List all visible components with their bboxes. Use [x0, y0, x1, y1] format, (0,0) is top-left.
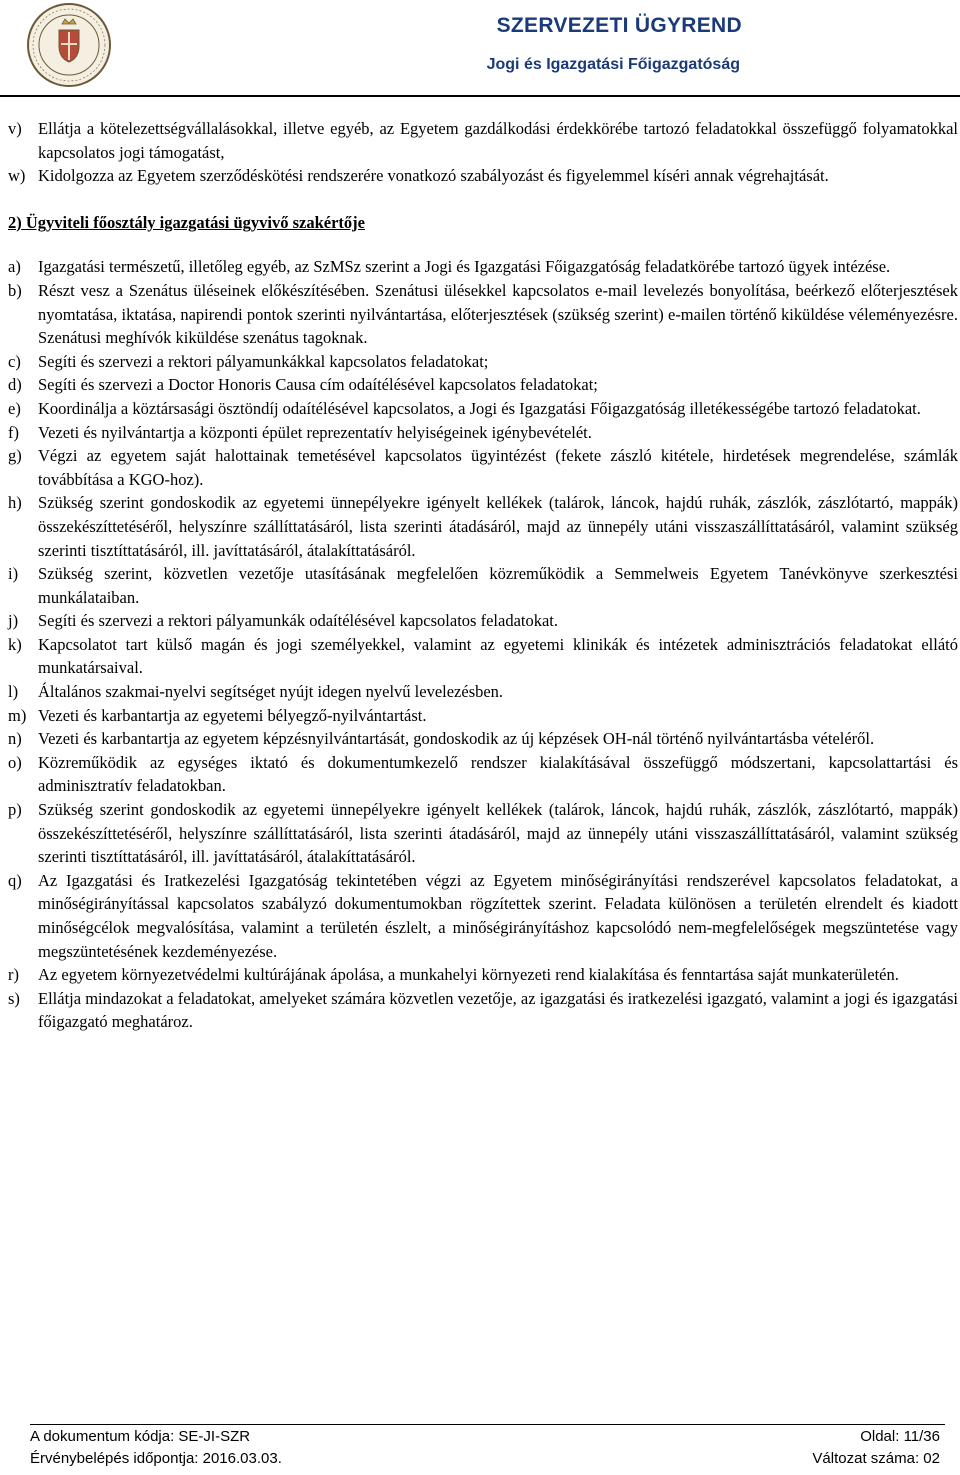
list-item — [8, 963, 958, 987]
section-title: Ügyviteli főosztály igazgatási ügyvivő szakértője — [25, 212, 365, 232]
item-text: Igazgatási természetű, illetőleg egyéb, az SzMSz szerint a Jogi és Igazgatási Főigazgatóság feladatkörébe tartozó ügyek intézése. — [38, 257, 891, 277]
item-text: Vezeti és karbantartja az egyetem képzésnyilvántartását, gondoskodik az új képzések OH-nál történő nyilvántartásba vételéről. — [38, 729, 875, 749]
section-items — [8, 255, 958, 1034]
item-text: Végzi az egyetem saját halottainak temetésével kapcsolatos ügyintézést (fekete zászló kitétele, hirdetések megrendelése, számlák továbbítása a KGO-hoz). — [38, 446, 958, 489]
item-label: n) — [8, 729, 22, 749]
item-label: s) — [8, 988, 20, 1008]
list-item — [8, 869, 958, 963]
item-label: b) — [8, 280, 22, 300]
item-text: Segíti és szervezi a Doctor Honoris Causa cím odaítélésével kapcsolatos feladatokat; — [38, 375, 598, 395]
item-label: l) — [8, 682, 19, 702]
list-item — [8, 704, 958, 728]
item-text: Közreműködik az egységes iktató és dokumentumkezelő rendszer kialakításával összefüggő módszertani, kapcsolattartási és adminisztratív feladatokban. — [38, 752, 958, 796]
item-text: Kapcsolatot tart külső magán és jogi személyekkel, valamint az egyetemi klinikák és intézetek adminisztrációs feladatokat ellátó munkatársaival. — [38, 634, 958, 678]
list-item — [8, 680, 958, 704]
list-item — [8, 279, 958, 350]
list-item — [8, 562, 958, 609]
document-code: A dokumentum kódja: SE-JI-SZR — [30, 1428, 251, 1445]
list-item — [8, 491, 958, 562]
header-divider — [0, 95, 960, 97]
item-text: Szükség szerint, közvetlen vezetője utasításának megfelelően közreműködik a Semmelweis Egyetem Tanévkönyve szerkesztési munkálataiban. — [38, 564, 958, 607]
item-text: Segíti és szervezi a rektori pályamunkák odaítélésével kapcsolatos feladatokat. — [38, 611, 559, 631]
page-footer — [30, 1426, 940, 1470]
list-item — [8, 421, 958, 445]
document-title: SZERVEZETI ÜGYREND — [496, 14, 742, 37]
list-item — [8, 164, 958, 188]
item-label: f) — [8, 422, 19, 442]
effective-date: Érvénybelépés időpontja: 2016.03.03. — [30, 1450, 282, 1467]
list-item — [8, 373, 958, 397]
list-item — [8, 397, 958, 421]
list-item — [8, 798, 958, 869]
item-text: Az egyetem környezetvédelmi kultúrájának ápolása, a munkahelyi környezeti rend kialakítása és fenntartása saját munkaterületén. — [38, 965, 899, 985]
item-label: w) — [8, 166, 26, 186]
section-heading — [8, 211, 958, 235]
item-text: Segíti és szervezi a rektori pályamunkákkal kapcsolatos feladatokat; — [38, 351, 489, 371]
item-label: m) — [8, 705, 27, 725]
item-label: i) — [8, 564, 19, 584]
item-text: Vezeti és karbantartja az egyetemi bélyegző-nyilvántartást. — [38, 705, 427, 725]
item-label: d) — [8, 375, 22, 395]
page-header — [0, 0, 960, 92]
document-body — [8, 117, 958, 1034]
item-label: j) — [8, 611, 19, 631]
item-text: Koordinálja a köztársasági ösztöndíj odaítélésével kapcsolatos, a Jogi és Igazgatási Főigazgatóság illetékességébe tartozó feladatokat. — [38, 398, 921, 418]
item-text: Részt vesz a Szenátus üléseinek előkészítésében. Szenátusi ülésekkel kapcsolatos e-mail levelezés bonyolítása, beérkező előterjesztések nyomtatása, iktatása, napirendi pontok szerinti nyilvántartása, előterjesztések (szükség szerint) e-mailen történő kiküldése véleményezésre. Szenátusi meghívók kiküldése szenátus tagoknak. — [38, 280, 958, 348]
item-label: g) — [8, 446, 22, 466]
item-label: k) — [8, 634, 22, 654]
item-label: e) — [8, 398, 21, 418]
university-seal-icon — [26, 2, 112, 88]
list-item — [8, 727, 958, 751]
item-text: Ellátja a kötelezettségvállalásokkal, illetve egyéb, az Egyetem gazdálkodási érdekkörébe tartozó feladatokkal összefüggő folyamatokkal kapcsolatos jogi támogatást, — [38, 119, 958, 162]
item-text: Ellátja mindazokat a feladatokat, amelyeket számára közvetlen vezetője, az igazgatási és iratkezelési igazgató, valamint a jogi és igazgatási főigazgató meghatároz. — [38, 988, 958, 1032]
item-label: o) — [8, 752, 22, 772]
list-item — [8, 255, 958, 279]
item-label: p) — [8, 800, 22, 820]
list-item — [8, 609, 958, 633]
list-item — [8, 350, 958, 374]
page-number: Oldal: 11/36 — [860, 1428, 940, 1445]
item-label: c) — [8, 351, 21, 371]
list-item — [8, 633, 958, 680]
item-text: Kidolgozza az Egyetem szerződéskötési rendszerére vonatkozó szabályozást és figyelemmel kíséri annak végrehajtását. — [38, 166, 829, 186]
item-text: Szükség szerint gondoskodik az egyetemi ünnepélyekre igényelt kellékek (talárok, láncok, hajdú ruhák, zászlók, zászlótartó, mappák) összekészíttetéséről, helyszínre szállíttatásáról, lista szerinti átadásáról, majd az ünnepély utáni visszaszállíttatásáról, valamint szükség szerinti tisztíttatásáról, ill. javíttatásáról, átalakíttatásáról. — [38, 493, 958, 560]
list-item — [8, 987, 958, 1034]
section-number: 2) — [8, 212, 22, 232]
item-label: r) — [8, 965, 19, 985]
list-item — [8, 117, 958, 164]
version-number: Változat száma: 02 — [812, 1450, 940, 1467]
footer-divider — [30, 1424, 945, 1425]
item-text: Az Igazgatási és Iratkezelési Igazgatóság tekintetében végzi az Egyetem minőségirányítási rendszerével kapcsolatos feladatokat, a minőségirányítással kapcsolatos szabályzó dokumentumokban rögzítettek szerint. Feladata különösen a területén elrendelt és kiadott minőségcélok megvalósítása, valamint a területén észlelt, a minőségirányításhoz kapcsolódó nem-megfelelőségek megszüntetése vagy megszüntetésének kezdeményezése. — [38, 870, 958, 961]
list-item — [8, 444, 958, 491]
item-label: a) — [8, 257, 21, 277]
item-label: h) — [8, 493, 22, 513]
list-item — [8, 751, 958, 798]
item-text: Általános szakmai-nyelvi segítséget nyújt idegen nyelvű levelezésben. — [38, 682, 504, 702]
item-text: Szükség szerint gondoskodik az egyetemi ünnepélyekre igényelt kellékek (talárok, láncok, hajdú ruhák, zászlók, zászlótartó, mappák) összekészíttetéséről, helyszínre szállíttatásáról, lista szerinti átadásáról, majd az ünnepély utáni visszaszállíttatásáról, valamint szükség szerinti tisztíttatásáról, ill. javíttatásáról, átalakíttatásáról. — [38, 800, 958, 867]
item-text: Vezeti és nyilvántartja a központi épület reprezentatív helyiségeinek igénybevételét. — [38, 422, 592, 442]
department-name: Jogi és Igazgatási Főigazgatóság — [486, 56, 740, 73]
item-label: q) — [8, 870, 22, 890]
item-label: v) — [8, 119, 22, 138]
